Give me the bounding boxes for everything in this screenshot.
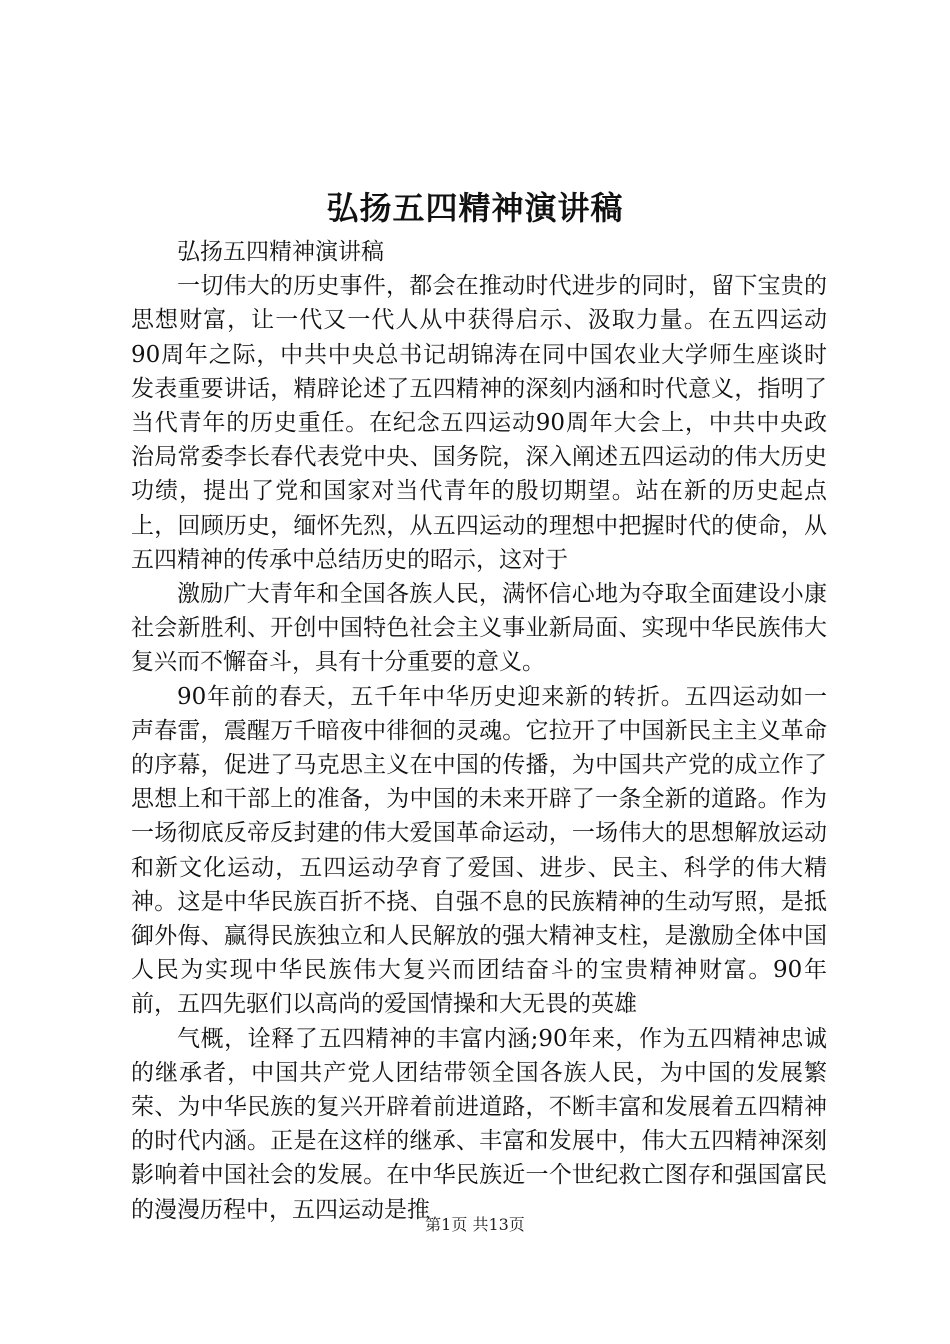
document-title: 弘扬五四精神演讲稿 [326,189,624,227]
paragraph: 气概，诠释了五四精神的丰富内涵;90年来，作为五四精神忠诚的继承者，中国共产党人团结带领全国各族人民，为中国的发展繁荣、为中华民族的复兴开辟着前进道路，不断丰富和发展着五四精神的时代内涵。正是在这样的继承、丰富和发展中，伟大五四精神深刻影响着中国社会的发展。在中华民族近一个世纪救亡图存和强国富民的漫漫历程中，五四运动是推 [131,1025,827,1223]
document-body [131,235,827,1227]
paragraph: 激励广大青年和全国各族人民，满怀信心地为夺取全面建设小康社会新胜利、开创中国特色社会主义事业新局面、实现中华民族伟大复兴而不懈奋斗，具有十分重要的意义。 [131,581,827,676]
paragraph: 弘扬五四精神演讲稿 [177,239,384,265]
paragraph: 90年前的春天，五千年中华历史迎来新的转折。五四运动如一声春雷，震醒万千暗夜中徘徊的灵魂。它拉开了中国新民主主义革命的序幕，促进了马克思主义在中国的传播，为中国共产党的成立作了思想上和干部上的准备，为中国的未来开辟了一条全新的道路。作为一场彻底反帝反封建的伟大爱国革命运动，一场伟大的思想解放运动和新文化运动，五四运动孕育了爱国、进步、民主、科学的伟大精神。这是中华民族百折不挠、自强不息的民族精神的生动写照，是抵御外侮、赢得民族独立和人民解放的强大精神支柱，是激励全体中国人民为实现中华民族伟大复兴而团结奋斗的宝贵精神财富。90年前，五四先驱们以高尚的爱国情操和大无畏的英雄 [131,683,827,1018]
page-number-footer: 第1页 共13页 [425,1215,525,1234]
paragraph: 一切伟大的历史事件，都会在推动时代进步的同时，留下宝贵的思想财富，让一代又一代人从中获得启示、汲取力量。在五四运动90周年之际，中共中央总书记胡锦涛在同中国农业大学师生座谈时发表重要讲话，精辟论述了五四精神的深刻内涵和时代意义，指明了当代青年的历史重任。在纪念五四运动90周年大会上，中共中央政治局常委李长春代表党中央、国务院，深入阐述五四运动的伟大历史功绩，提出了党和国家对当代青年的殷切期望。站在新的历史起点上，回顾历史，缅怀先烈，从五四运动的理想中把握时代的使命，从五四精神的传承中总结历史的昭示，这对于 [131,273,827,573]
